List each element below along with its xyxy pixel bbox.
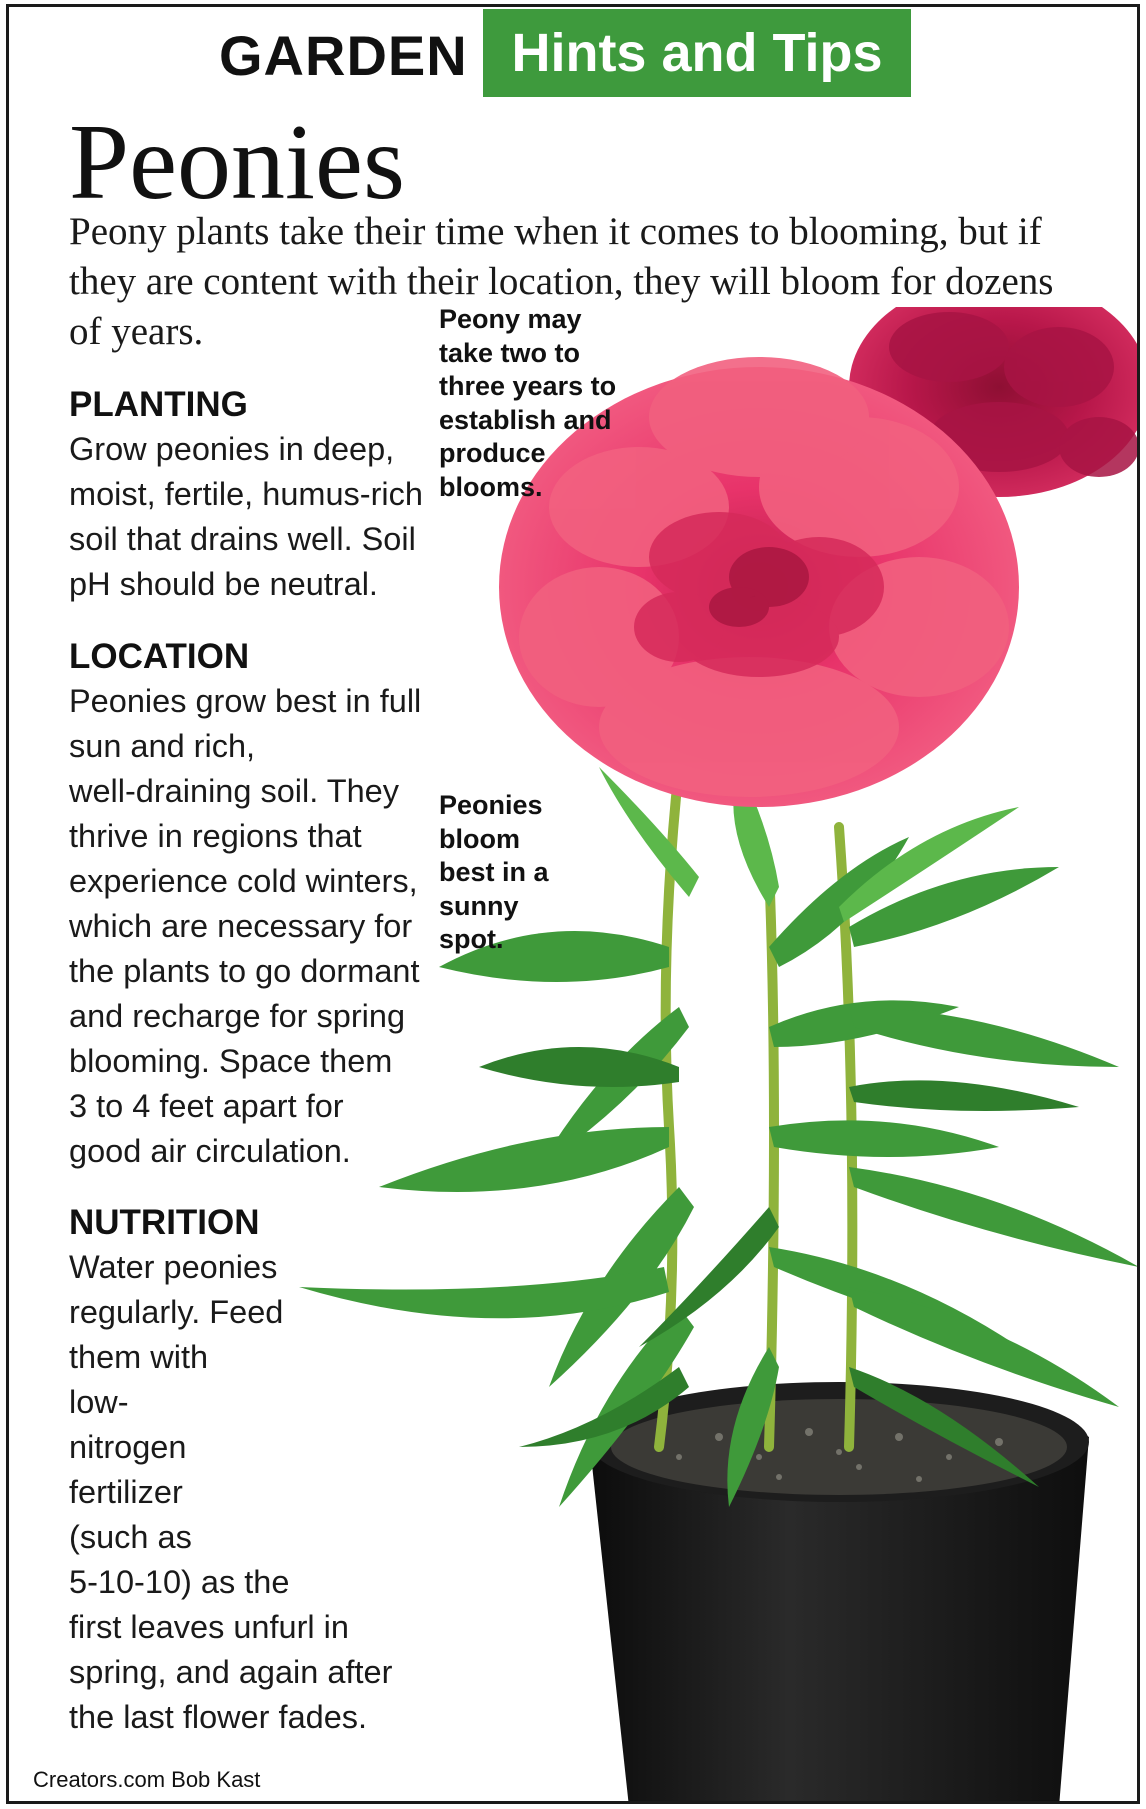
- page-title: Peonies: [69, 103, 405, 222]
- planting-body: Grow peonies in deep, moist, fertile, humus-rich soil that drains well. Soil pH should be neutral.: [69, 431, 423, 602]
- header-garden-label: GARDEN: [219, 24, 468, 87]
- caption-establish: Peony may take two to three years to establish and produce blooms.: [439, 304, 617, 502]
- article-card: [6, 4, 1140, 1804]
- nutrition-heading: NUTRITION: [69, 1203, 260, 1242]
- caption-sunny: Peonies bloom best in a sunny spot.: [439, 790, 549, 954]
- peony-plant-illustration: [299, 307, 1140, 1804]
- intro-paragraph: Peony plants take their time when it comes to blooming, but if they are content with their location, they will bloom for dozens of years.: [69, 210, 1054, 353]
- planting-heading: PLANTING: [69, 385, 248, 424]
- location-heading: LOCATION: [69, 637, 250, 676]
- location-body: Peonies grow best in full sun and rich, well-draining soil. They thrive in regions that experience cold winters, which are necessary for the plants to go dormant and recharge for spring blooming. Space them 3 to 4 feet apart for good air circulation.: [69, 683, 422, 1169]
- header-tips-banner: Hints and Tips: [483, 9, 911, 97]
- nutrition-body: Water peonies regularly. Feed them with low- nitrogen fertilizer (such as 5-10-10) as the first leaves unfurl in spring, and again after the last flower fades.: [69, 1249, 393, 1735]
- photo-credit: Creators.com Bob Kast: [33, 1767, 261, 1792]
